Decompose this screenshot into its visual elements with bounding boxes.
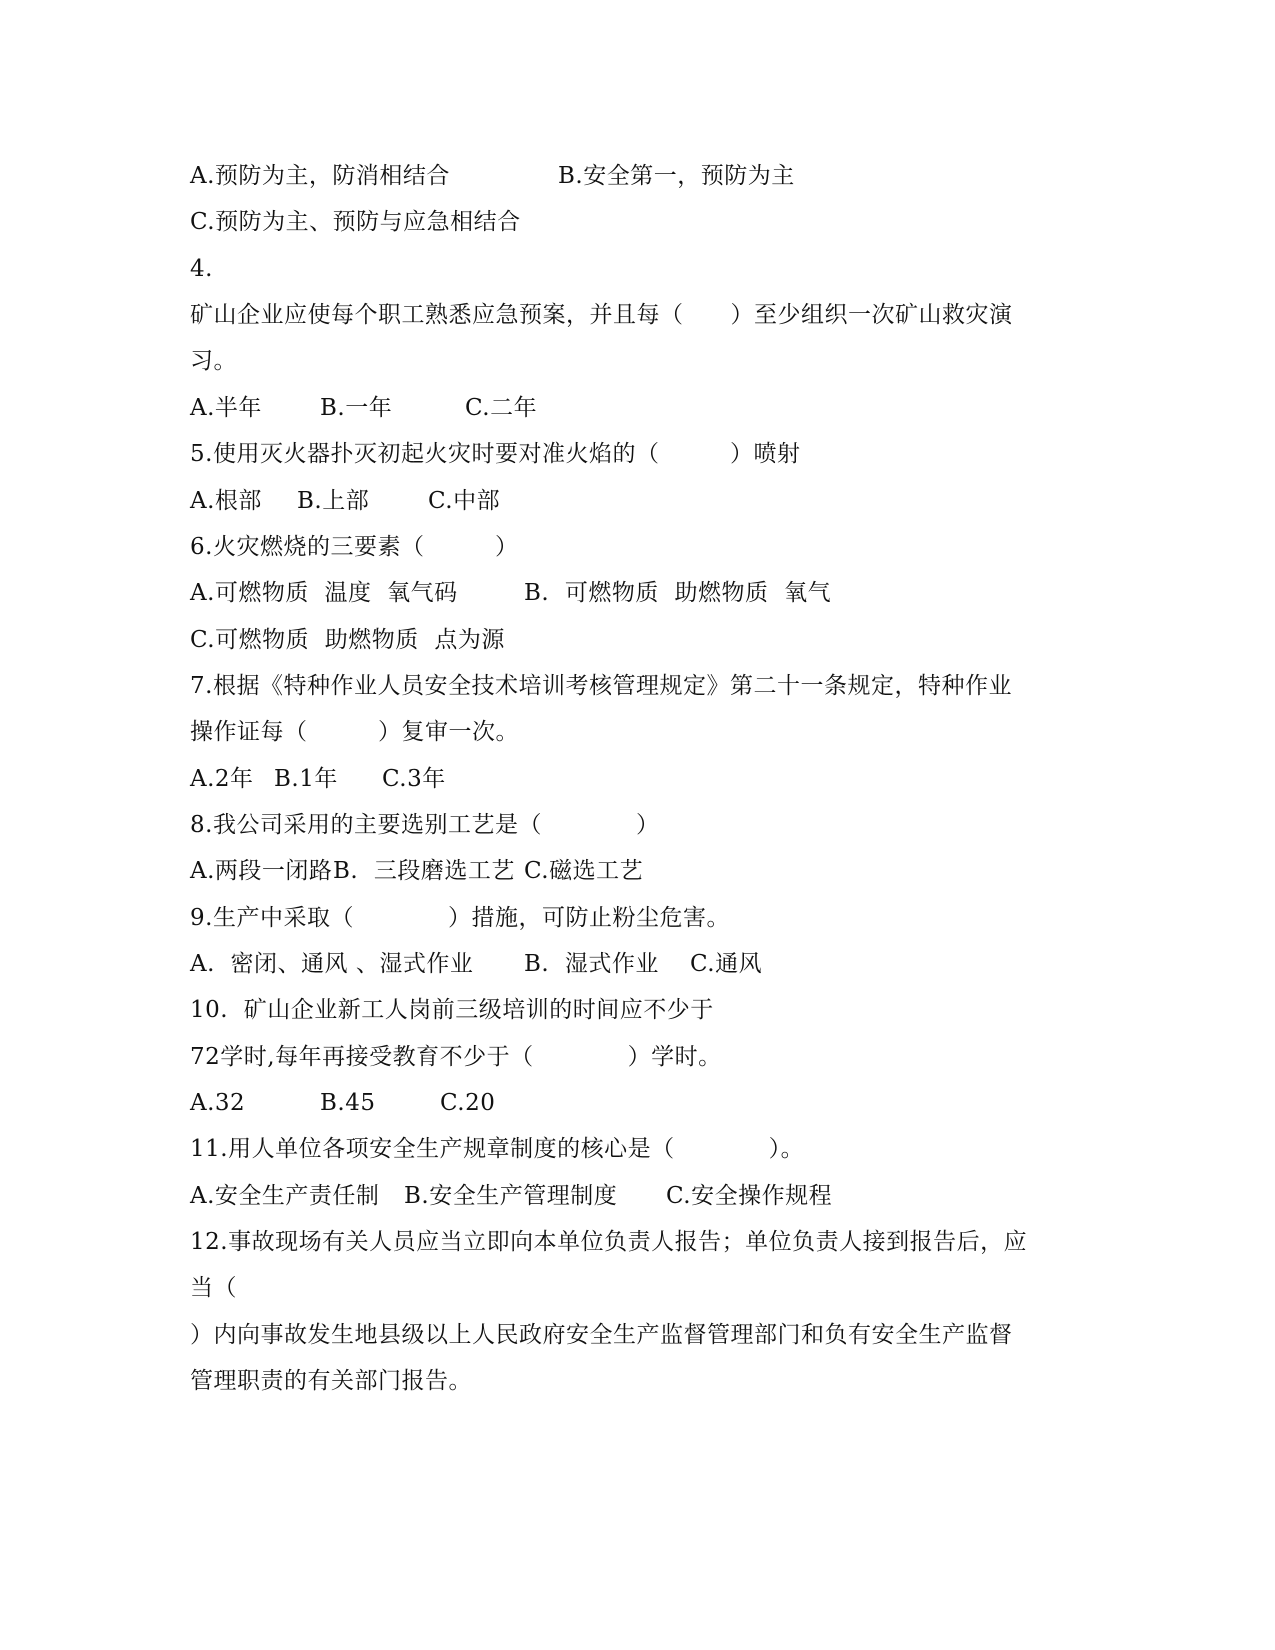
- q5-option-c: C.中部: [428, 488, 501, 514]
- q7-text-line-2: 操作证每（ ）复审一次。: [190, 719, 519, 745]
- q8-text: 8.我公司采用的主要选别工艺是（ ）: [190, 812, 660, 838]
- q9-option-b: B. 湿式作业: [524, 951, 659, 977]
- q4-options: [190, 384, 538, 432]
- q9-text: 9.生产中采取（ ）措施，可防止粉尘危害。: [190, 905, 730, 931]
- q10-text-line-2: 72学时,每年再接受教育不少于（ ）学时。: [190, 1044, 722, 1070]
- q9-option-a: A. 密闭、通风 、湿式作业: [190, 951, 474, 977]
- q5-options: [190, 477, 501, 525]
- q8-options: [190, 847, 644, 895]
- q5-option-a: A.根部: [190, 488, 262, 514]
- q10-option-c: C.20: [440, 1090, 496, 1116]
- q4-option-c: C.二年: [465, 395, 538, 421]
- q7-text-line-1: 7.根据《特种作业人员安全技术培训考核管理规定》第二十一条规定，特种作业: [190, 673, 1012, 699]
- q10-option-b: B.45: [320, 1090, 376, 1116]
- q9-options: [190, 940, 763, 988]
- q12-text-line-4: 管理职责的有关部门报告。: [190, 1368, 472, 1394]
- q8-option-a: A.两段一闭路: [190, 858, 333, 884]
- q4-text-line-1: 矿山企业应使每个职工熟悉应急预案，并且每（ ）至少组织一次矿山救灾演: [190, 302, 1013, 328]
- q11-text: 11.用人单位各项安全生产规章制度的核心是（ ）。: [190, 1136, 805, 1162]
- q10-option-a: A.32: [190, 1090, 246, 1116]
- q3-option-a: A.预防为主，防消相结合: [190, 163, 450, 189]
- q7-option-c: C.3年: [382, 766, 446, 792]
- q8-option-c: C.磁选工艺: [524, 858, 644, 884]
- q6-text: 6.火灾燃烧的三要素（ ）: [190, 534, 519, 560]
- q12-text-line-2: 当（: [190, 1275, 237, 1301]
- q9-option-c: C.通风: [690, 951, 763, 977]
- q8-option-b: B. 三段磨选工艺: [333, 858, 515, 884]
- q5-text: 5.使用灭火器扑灭初起火灾时要对准火焰的（ ）喷射: [190, 441, 801, 467]
- q12-text-line-1: 12.事故现场有关人员应当立即向本单位负责人报告；单位负责人接到报告后，应: [190, 1229, 1028, 1255]
- q3-option-c: C.预防为主、预防与应急相结合: [190, 209, 521, 235]
- q4-option-a: A.半年: [190, 395, 262, 421]
- q4-number: 4.: [190, 256, 213, 282]
- q11-option-c: C.安全操作规程: [666, 1183, 833, 1209]
- q7-options: [190, 755, 446, 803]
- q7-option-a: A.2年: [190, 766, 254, 792]
- q4-option-b: B.一年: [320, 395, 393, 421]
- q11-option-a: A.安全生产责任制: [190, 1183, 380, 1209]
- q6-options-row-1: [190, 569, 832, 617]
- q10-text-line-1: 10. 矿山企业新工人岗前三级培训的时间应不少于: [190, 997, 714, 1023]
- q6-option-a: A.可燃物质 温度 氧气码: [190, 580, 458, 606]
- q4-text-line-2: 习。: [190, 348, 237, 374]
- q3-options-row-1: [190, 152, 795, 200]
- q11-option-b: B.安全生产管理制度: [404, 1183, 618, 1209]
- q6-option-c: C.可燃物质 助燃物质 点为源: [190, 627, 505, 653]
- q12-text-line-3: ）内向事故发生地县级以上人民政府安全生产监督管理部门和负有安全生产监督: [190, 1322, 1013, 1348]
- q6-option-b: B. 可燃物质 助燃物质 氧气: [524, 580, 832, 606]
- q10-options: [190, 1079, 496, 1127]
- q3-option-b: B.安全第一，预防为主: [558, 163, 795, 189]
- q5-option-b: B.上部: [297, 488, 370, 514]
- q7-option-b: B.1年: [274, 766, 338, 792]
- q11-options: [190, 1172, 833, 1220]
